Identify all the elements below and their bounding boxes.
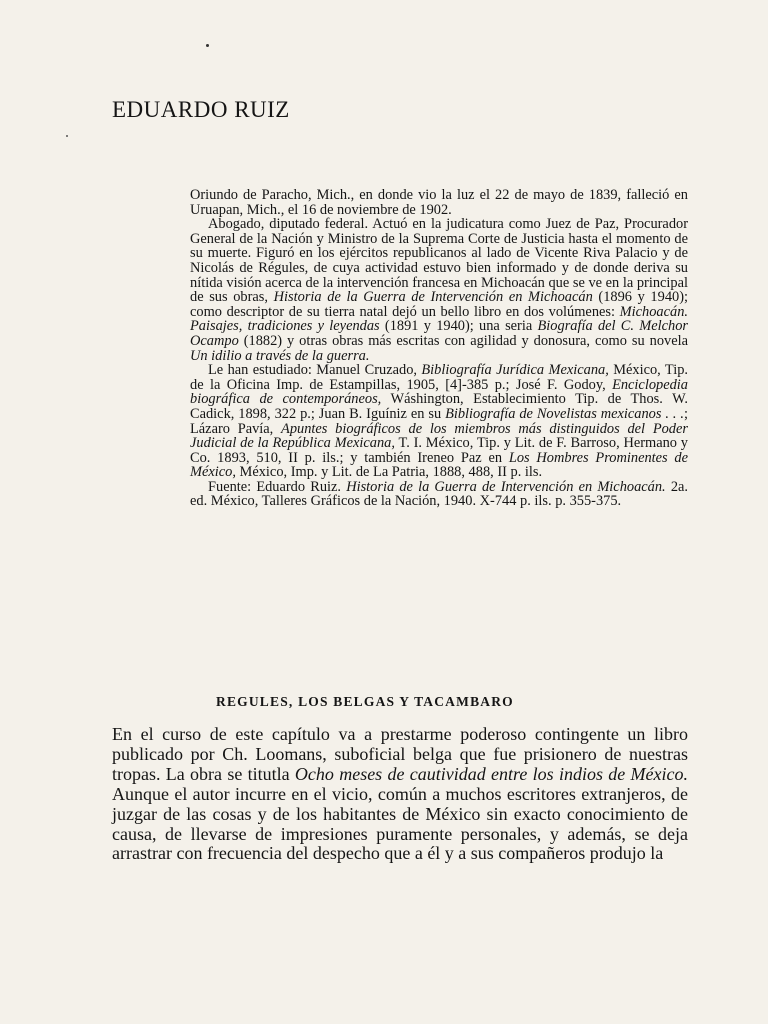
bio-paragraph: [190, 217, 688, 363]
italic-run: Enciclopedia biográfica de contemporáneos,: [190, 376, 688, 408]
text-run: Wáshington, Establecimiento Tip. de Thos. W. Cadick, 1898, 322 p.; Juan B. Iguíniz en su: [190, 391, 688, 422]
ink-speck: [66, 135, 68, 137]
biography-block: [190, 188, 688, 509]
text-run: Fuente: Eduardo Ruiz.: [208, 478, 347, 495]
italic-run: Bibliografía Jurídica Mexicana,: [421, 362, 609, 379]
text-run: Aunque el autor incurre en el vicio, común a muchos escritores extranjeros, de juzgar de las cosas y de los habitantes de México sin exacto conocimiento de causa, de llevarse de impresiones puramente personales, y además, se deja arrastrar con frecuencia del despecho que a él y a sus compañeros produjo la: [112, 783, 688, 864]
italic-run: Historia de la Guerra de Intervención en Michoacán: [273, 289, 593, 306]
text-run: Le han estudiado: Manuel Cruzado,: [208, 362, 422, 379]
text-run: (1882) y otras obras más escritas con agilidad y donosura, como su novela: [238, 332, 688, 349]
text-run: México, Imp. y Lit. de La Patria, 1888, 488, II p. ils.: [235, 464, 543, 481]
italic-run: Historia de la Guerra de Intervención en Michoacán.: [346, 478, 666, 495]
section-title: REGULES, LOS BELGAS Y TACAMBARO: [216, 694, 514, 709]
text-run: (1896 y 1940); como descriptor de su tierra natal dejó un bello libro en dos volúmenes:: [190, 289, 689, 320]
text-run: (1891 y 1940); una seria: [379, 318, 538, 335]
italic-run: Los Hombres Prominentes de México,: [190, 449, 688, 481]
italic-run: Un idilio a través de la guerra.: [190, 347, 370, 364]
italic-run: Biografía del C. Melchor Ocampo: [190, 318, 688, 349]
text-run: T. I. México, Tip. y Lit. de F. Barroso, Hermano y Co. 1893, 510, II p. ils.; y también Ireneo Paz en: [190, 435, 688, 466]
text-run: En el curso de este capítulo va a prestarme poderoso contingente un libro publicado por Ch. Loomans, suboficial belga que fue prisionero de nuestras tropas. La obra se titutla: [112, 724, 688, 784]
italic-run: Bibliografía de Novelistas mexicanos . . .: [445, 405, 684, 422]
text-run: ; Lázaro Pavía,: [190, 405, 688, 437]
body-paragraph: [112, 725, 688, 864]
bio-paragraph: Oriundo de Paracho, Mich., en donde vio la luz el 22 de mayo de 1839, falleció en Uruapan, Mich., el 16 de noviembre de 1902.: [190, 187, 688, 218]
bio-paragraph: [190, 363, 688, 480]
italic-run: Michoacán. Paisajes, tradiciones y leyendas: [190, 303, 688, 335]
text-run: México, Tip. de la Oficina Imp. de Estampillas, 1905, [4]-385 p.; José F. Godoy,: [190, 362, 688, 393]
italic-run: Apuntes biográficos de los miembros más distinguidos del Poder Judicial de la República Mexicana,: [190, 420, 688, 452]
ink-speck: [206, 44, 209, 47]
text-run: 2a. ed. México, Talleres Gráficos de la Nación, 1940. X-744 p. ils. p. 355-375.: [190, 478, 688, 510]
bio-source-paragraph: [190, 480, 688, 509]
text-run: Abogado, diputado federal. Actuó en la judicatura como Juez de Paz, Procurador General de la Nación y Ministro de la Suprema Corte de Justicia hasta el momento de su muerte. Figuró en los ejércitos republicanos al lado de Vicente Riva Palacio y de Nicolás de Régules, de cuya actividad estuvo bien informado y de donde deriva su nítida visión acerca de la intervención francesa en Michoacán que se ve en la principal de sus obras,: [190, 216, 688, 306]
page-title: EDUARDO RUIZ: [112, 97, 290, 122]
italic-run: Ocho meses de cautividad entre los indios de México.: [294, 763, 688, 784]
